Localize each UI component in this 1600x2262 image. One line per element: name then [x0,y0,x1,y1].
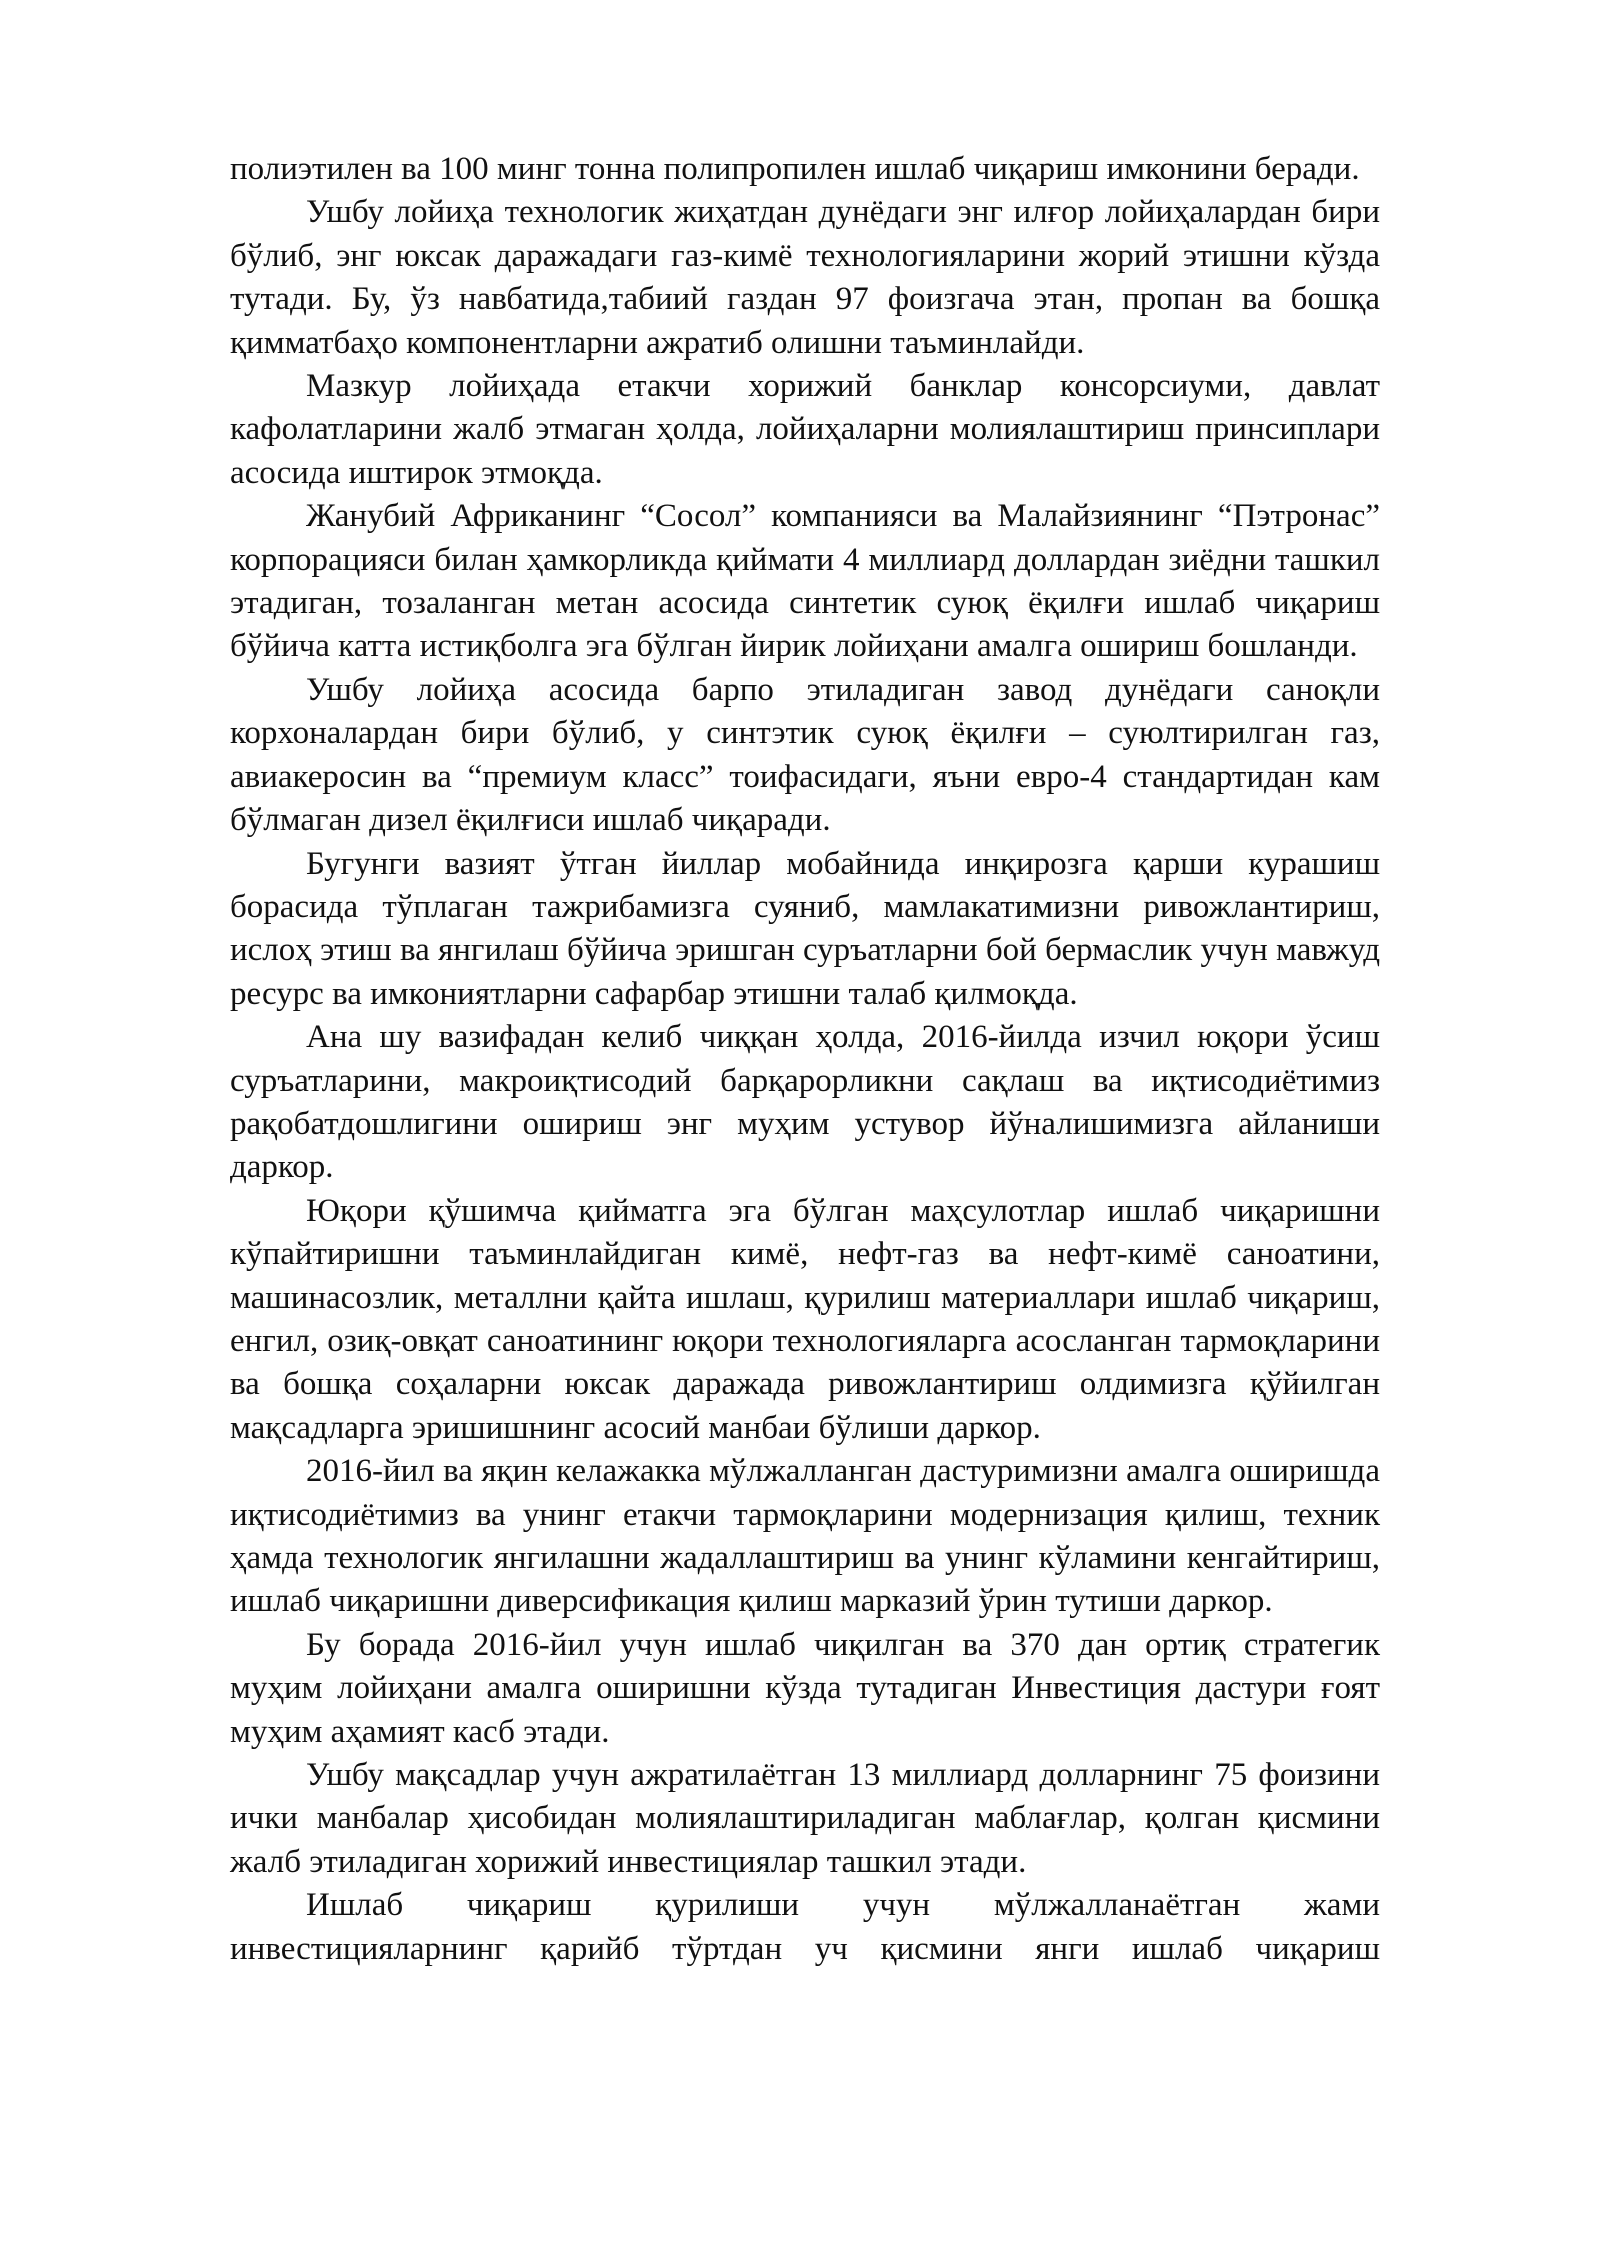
paragraph-3: Мазкур лойиҳада етакчи хорижий банклар консорсиуми, давлат кафолатларини жалб этмаган ҳолда, лойиҳаларни молиялаштириш принсиплари асосида иштирок этмоқда. [230,368,1380,491]
paragraph-12: Ишлаб чиқариш қурилиши учун мўлжалланаётган жами инвестицияларнинг қарийб тўртдан уч қисмини янги ишлаб чиқариш [230,1887,1380,1967]
document-page [230,148,1380,1971]
paragraph-10: Бу борада 2016-йил учун ишлаб чиқилган ва 370 дан ортиқ стратегик муҳим лойиҳани амалга оширишни кўзда тутадиган Инвестиция дастури ғоят муҳим аҳамият касб этади. [230,1626,1380,1750]
paragraph-8: Юқори қўшимча қийматга эга бўлган маҳсулотлар ишлаб чиқаришни кўпайтиришни таъминлайдиган кимё, нефт-газ ва нефт-кимё саноатини, машинасозлик, металлни қайта ишлаш, қурилиш материаллари ишлаб чиқариш, енгил, озиқ-овқат саноатининг юқори технологияларга асосланган тармоқларини ва бошқа соҳаларни юксак даражада ривожлантириш олдимизга қўйилган мақсадларга эришишнинг асосий манбаи бўлиши даркор. [230,1192,1380,1446]
paragraph-4: Жанубий Африканинг “Сосол” компанияси ва Малайзиянинг “Пэтронас” корпорацияси билан ҳамкорликда қиймати 4 миллиард доллардан зиёдни ташкил этадиган, тозаланган метан асосида синтетик суюқ ёқилғи ишлаб чиқариш бўйича катта истиқболга эга бўлган йирик лойиҳани амалга ошириш бошланди. [230,498,1380,665]
paragraph-1: полиэтилен ва 100 минг тонна полипропилен ишлаб чиқариш имконини беради. [230,151,1360,187]
paragraph-11: Ушбу мақсадлар учун ажратилаётган 13 миллиард долларнинг 75 фоизини ички манбалар ҳисобидан молиялаштириладиган маблағлар, қолган қисмини жалб этиладиган хорижий инвестициялар ташкил этади. [230,1757,1380,1880]
paragraph-7: Ана шу вазифадан келиб чиққан ҳолда, 2016-йилда изчил юқори ўсиш суръатларини, макроиқтисодий барқарорликни сақлаш ва иқтисодиётимиз рақобатдошлигини ошириш энг муҳим устувор йўналишимизга айланиши даркор. [230,1019,1380,1186]
paragraph-9: 2016-йил ва яқин келажакка мўлжалланган дастуримизни амалга оширишда иқтисодиётимиз ва унинг етакчи тармоқларини модернизация қилиш, техник ҳамда технологик янгилашни жадаллаштириш ва унинг кўламини кенгайтириш, ишлаб чиқаришни диверсификация қилиш марказий ўрин тутиши даркор. [230,1453,1380,1620]
paragraph-2: Ушбу лойиҳа технологик жиҳатдан дунёдаги энг илғор лойиҳалардан бири бўлиб, энг юксак даражадаги газ-кимё технологияларини жорий этишни кўзда тутади. Бу, ўз навбатида,табиий газдан 97 фоизгача этан, пропан ва бошқа қимматбаҳо компонентларни ажратиб олишни таъминлайди. [230,194,1380,361]
paragraph-5: Ушбу лойиҳа асосида барпо этиладиган завод дунёдаги саноқли корхоналардан бири бўлиб, у синтэтик суюқ ёқилғи – суюлтирилган газ, авиакеросин ва “премиум класс” тоифасидаги, яъни евро-4 стандартидан кам бўлмаган дизел ёқилғиси ишлаб чиқаради. [230,671,1380,839]
paragraph-6: Бугунги вазият ўтган йиллар мобайнида инқирозга қарши курашиш борасида тўплаган тажрибамизга суяниб, мамлакатимизни ривожлантириш, ислоҳ этиш ва янгилаш бўйича эришган суръатларни бой бермаслик учун мавжуд ресурс ва имкониятларни сафарбар этишни талаб қилмоқда. [230,845,1380,1012]
